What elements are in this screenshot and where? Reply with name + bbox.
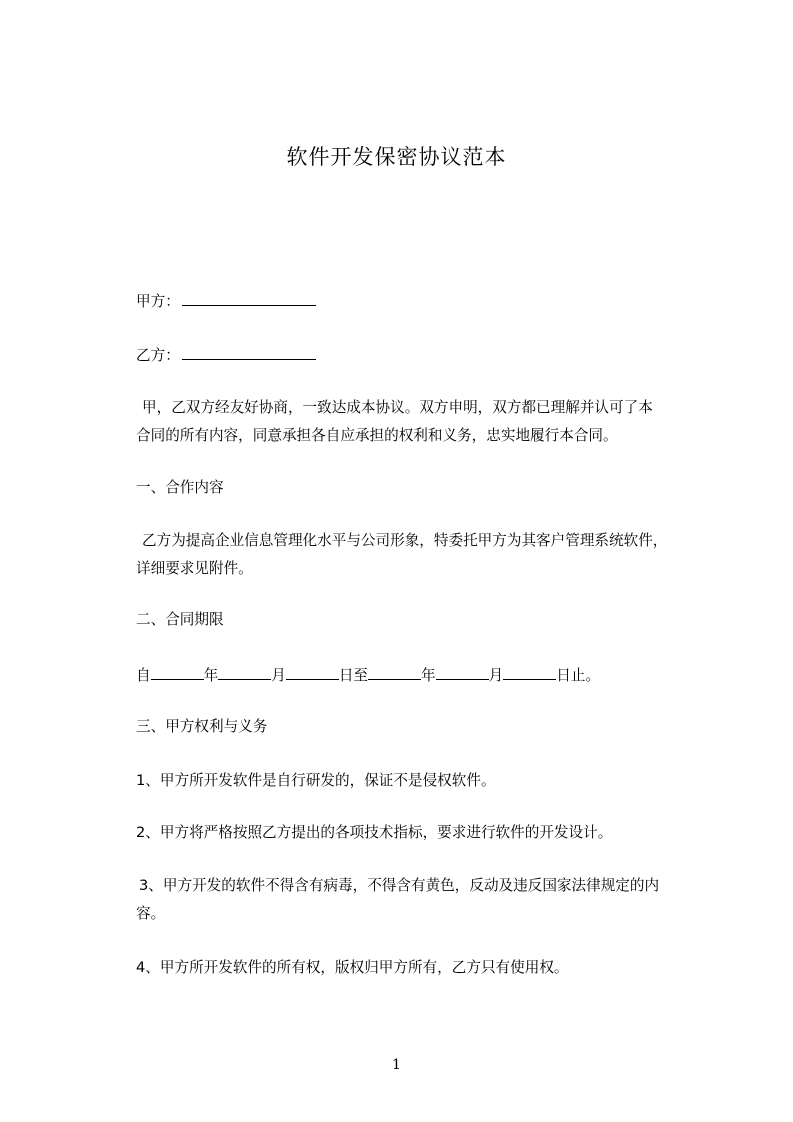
term-year-end-blank	[368, 664, 421, 680]
party-a-label: 甲方：	[136, 293, 180, 310]
party-a-line	[136, 290, 316, 312]
section1-paragraph	[136, 527, 716, 583]
term-month-2: 月	[488, 667, 504, 684]
section1-heading: 一、合作内容	[136, 479, 224, 496]
contract-term-line	[136, 664, 600, 686]
section3-item-3	[136, 872, 716, 928]
term-from: 自	[136, 667, 151, 684]
intro-line-2: 合同的所有内容，同意承担各自应承担的权利和义务，忠实地履行本合同。	[136, 427, 618, 444]
term-year-start-blank	[151, 664, 204, 680]
section3-heading: 三、甲方权利与义务	[136, 718, 268, 735]
term-month-1: 月	[271, 667, 286, 684]
term-month-end-blank	[436, 664, 489, 680]
party-a-blank	[182, 290, 316, 306]
intro-line-1: 甲，乙双方经友好协商，一致达成本协议。双方申明，双方都已理解并认可了本	[142, 399, 653, 416]
section3-item-4: 4、甲方所开发软件的所有权，版权归甲方所有，乙方只有使用权。	[136, 959, 569, 976]
section1-line-1: 乙方为提高企业信息管理化水平与公司形象，特委托甲方为其客户管理系统软件，	[142, 532, 668, 549]
section3-item-3-line-1: 3、甲方开发的软件不得含有病毒，不得含有黄色，反动及违反国家法律规定的内	[139, 877, 660, 894]
page-number: 1	[392, 1057, 401, 1073]
section3-item-2: 2、甲方将严格按照乙方提出的各项技术指标，要求进行软件的开发设计。	[136, 824, 613, 841]
document-title: 软件开发保密协议范本	[286, 145, 507, 169]
term-day-to: 日至	[338, 667, 369, 684]
section1-line-2: 详细要求见附件。	[136, 560, 253, 577]
party-b-line	[136, 344, 316, 366]
term-day-end-blank	[503, 664, 556, 680]
term-year-1: 年	[203, 667, 219, 684]
party-b-label: 乙方：	[136, 347, 180, 364]
party-b-blank	[182, 344, 316, 360]
term-year-2: 年	[421, 667, 436, 684]
term-day-start-blank	[286, 664, 339, 680]
section3-item-1: 1、甲方所开发软件是自行研发的，保证不是侵权软件。	[136, 772, 496, 789]
section3-item-3-line-2: 容。	[136, 905, 166, 922]
term-month-start-blank	[218, 664, 271, 680]
intro-paragraph	[136, 394, 716, 450]
term-day-end: 日止。	[556, 667, 601, 684]
section2-heading: 二、合同期限	[136, 611, 224, 628]
